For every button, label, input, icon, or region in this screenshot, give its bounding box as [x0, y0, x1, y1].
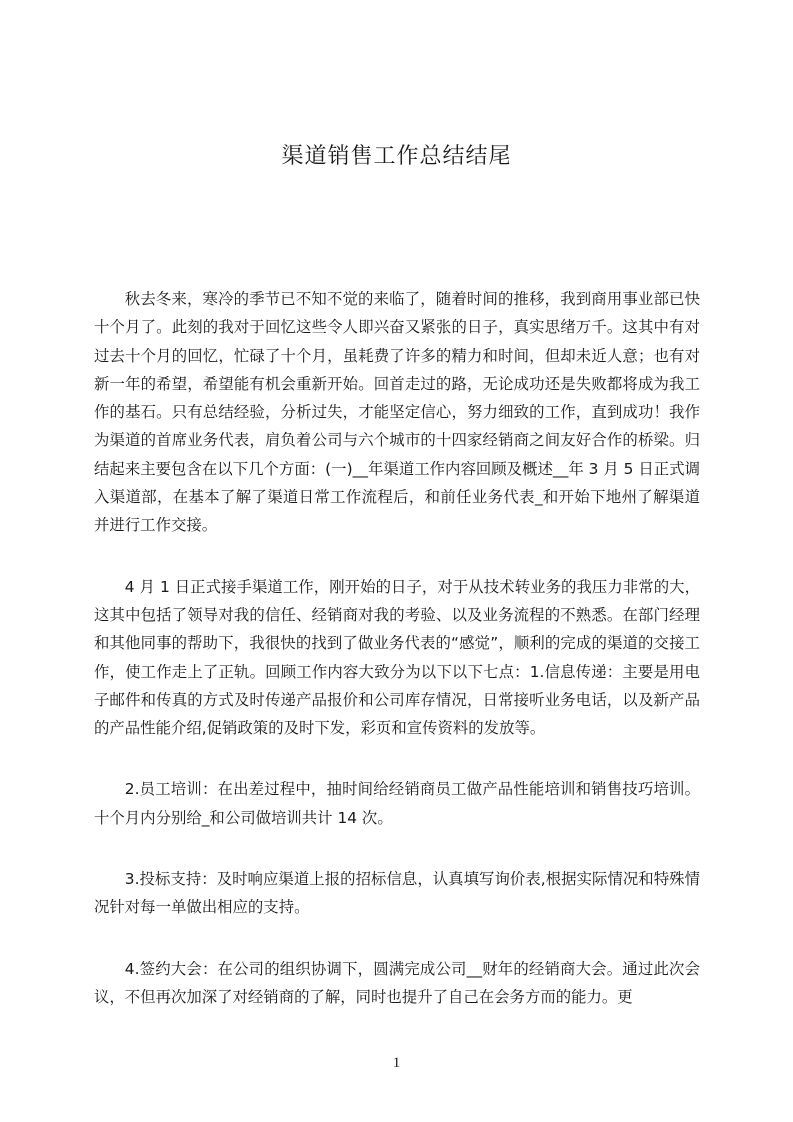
document-body	[94, 285, 700, 1044]
page-number: 1	[392, 1055, 401, 1071]
paragraph: 4 月 1 日正式接手渠道工作，刚开始的日子，对于从技术转业务的我压力非常的大，这其中包括了领导对我的信任、经销商对我的考验、以及业务流程的不熟悉。在部门经理和其他同事的帮助下，我很快的找到了做业务代表的“感觉”，顺利的完成的渠道的交接工作，使工作走上了正轨。回顾工作内容大致分为以下以下七点：1.信息传递：主要是用电子邮件和传真的方式及时传递产品报价和公司库存情况，日常接听业务电话，以及新产品的产品性能介绍,促销政策的及时下发，彩页和宣传资料的发放等。	[94, 577, 700, 738]
paragraph: 4.签约大会：在公司的组织协调下，圆满完成公司__财年的经销商大会。通过此次会议，不但再次加深了对经销商的了解，同时也提升了自己在会务方而的能力。更	[94, 959, 700, 1006]
paragraph: 3.投标支持：及时响应渠道上报的招标信息，认真填写询价表,根据实际情况和特殊情况针对每一单做出相应的支持。	[94, 870, 700, 917]
document-title: 渠道销售工作总结结尾	[281, 144, 512, 169]
paragraph: 2.员工培训：在出差过程中，抽时间给经销商员工做产品性能培训和销售技巧培训。十个月内分别给_和公司做培训共计 14 次。	[94, 780, 700, 827]
paragraph: 秋去冬来，寒冷的季节已不知不觉的来临了，随着时间的推移，我到商用事业部已快十个月了。此刻的我对于回忆这些令人即兴奋又紧张的日子，真实思绪万千。这其中有对过去十个月的回忆，忙碌了十个月，虽耗费了许多的精力和时间，但却未近人意；也有对新一年的希望，希望能有机会重新开始。回首走过的路，无论成功还是失败都将成为我工作的基石。只有总结经验，分析过失，才能坚定信心，努力细致的工作，直到成功！我作为渠道的首席业务代表，肩负着公司与六个城市的十四家经销商之间友好合作的桥梁。归结起来主要包含在以下几个方面：(一)__年渠道工作内容回顾及概述__年 3 月 5 日正式调入渠道部，在基本了解了渠道日常工作流程后，和前任业务代表_和开始下地州了解渠道并进行工作交接。	[94, 290, 700, 535]
